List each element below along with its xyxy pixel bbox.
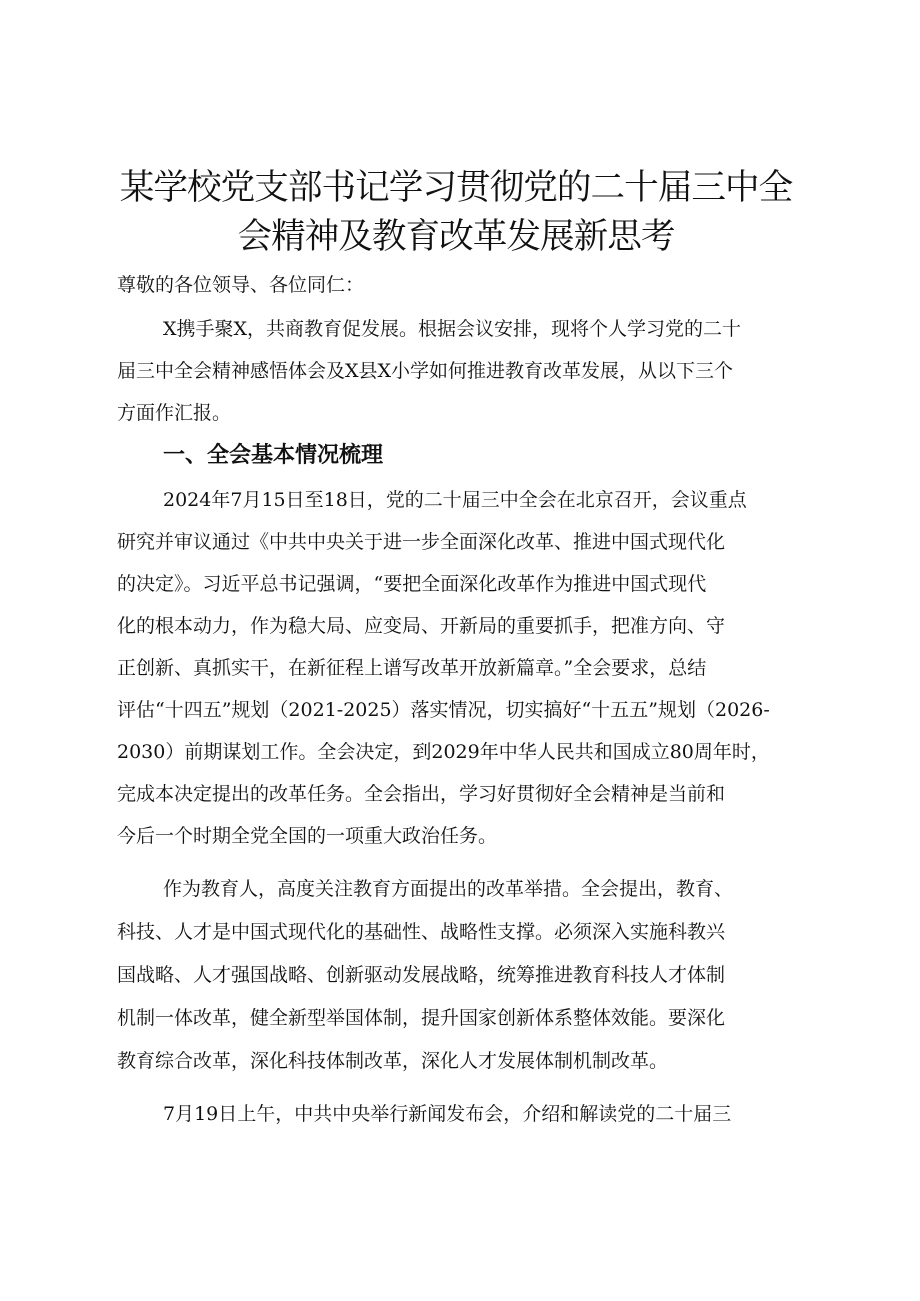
paragraph-1-line-3: 的决定》。习近平总书记强调，“要把全面深化改革作为推进中国式现代 [117, 573, 707, 595]
document-title-line-2: 会精神及教育改革发展新思考 [237, 217, 675, 257]
paragraph-3-line-1: 7月19日上午，中共中央举行新闻发布会，介绍和解读党的二十届三 [163, 1103, 732, 1125]
intro-line-2: 届三中全会精神感悟体会及X县X小学如何推进教育改革发展，从以下三个 [117, 360, 734, 382]
intro-line-3: 方面作汇报。 [117, 402, 232, 424]
paragraph-1-line-4: 化的根本动力，作为稳大局、应变局、开新局的重要抓手，把准方向、守 [117, 615, 726, 637]
greeting: 尊敬的各位领导、各位同仁： [117, 274, 365, 296]
paragraph-1-line-8: 完成本决定提出的改革任务。全会指出，学习好贯彻好全会精神是当前和 [117, 783, 726, 805]
paragraph-1-line-5: 正创新、真抓实干，在新征程上谱写改革开放新篇章。”全会要求，总结 [117, 657, 707, 679]
paragraph-1-line-6: 评估“十四五”规划（2021-2025）落实情况，切实搞好“十五五”规划（2026- [117, 699, 770, 721]
paragraph-2-line-5: 教育综合改革，深化科技体制改革，深化人才发展体制机制改革。 [117, 1050, 669, 1072]
paragraph-1-line-9: 今后一个时期全党全国的一项重大政治任务。 [117, 825, 498, 847]
paragraph-1-line-7: 2030）前期谋划工作。全会决定，到2029年中华人民共和国成立80周年时， [117, 741, 770, 763]
paragraph-2-line-2: 科技、人才是中国式现代化的基础性、战略性支撑。必须深入实施科教兴 [117, 921, 726, 943]
paragraph-2-line-3: 国战略、人才强国战略、创新驱动发展战略，统筹推进教育科技人才体制 [117, 964, 726, 986]
paragraph-1-line-2: 研究并审议通过《中共中央关于进一步全面深化改革、推进中国式现代化 [117, 531, 726, 553]
intro-line-1: X携手聚X，共商教育促发展。根据会议安排，现将个人学习党的二十 [163, 318, 742, 340]
section-heading-1: 一、全会基本情况梳理 [163, 443, 384, 468]
paragraph-2-line-4: 机制一体改革，健全新型举国体制，提升国家创新体系整体效能。要深化 [117, 1007, 726, 1029]
paragraph-1-line-1: 2024年7月15日至18日，党的二十届三中全会在北京召开，会议重点 [163, 489, 747, 511]
document-title-line-1: 某学校党支部书记学习贯彻党的二十届三中全 [119, 168, 793, 208]
paragraph-2-line-1: 作为教育人，高度关注教育方面提出的改革举措。全会提出，教育、 [163, 878, 734, 900]
